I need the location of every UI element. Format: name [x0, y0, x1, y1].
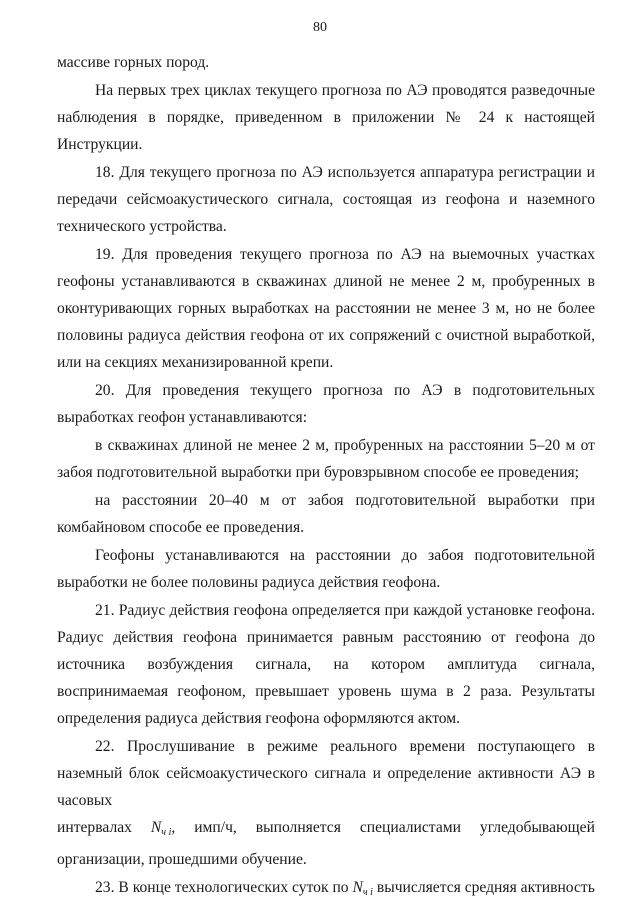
paragraph-23: 23. В конце технологических суток по $N_{ч i}$ вычисляется средняя активность — [95, 879, 595, 898]
word-performed: выполняется — [255, 819, 341, 836]
paragraph-20: 20. Для проведения текущего прогноза по АЭ в подготовительных выработках геофон устанавливаются: — [57, 382, 595, 426]
paragraph-18: 18. Для текущего прогноза по АЭ используется аппаратура регистрации и передачи сейсмоакустического сигнала, состоящая из геофона и наземного технического устройства. — [57, 164, 595, 235]
word-intervals: интервалах — [57, 819, 132, 836]
body-text — [57, 49, 595, 907]
paragraph-19: 19. Для проведения текущего прогноза по АЭ на выемочных участках геофоны устанавливаются в скважинах длиной не менее 2 м, пробуренных в оконтуривающих горных выработках на расстоянии не менее 3 м, но не более половины радиуса действия геофона от их сопряжений с очистной выработкой, или на секциях механизированной крепи. — [57, 246, 595, 371]
word-specialists: специалистами — [359, 819, 461, 836]
paragraph-continuation: массиве горных пород. — [57, 54, 210, 71]
paragraph-22: 22. Прослушивание в режиме реального времени поступающего в наземный блок сейсмоакустического сигнала и определение активности АЭ в часовых — [57, 738, 595, 809]
word-coal-mining: угледобывающей — [479, 819, 595, 836]
paragraph-exploratory-observations: На первых трех циклах текущего прогноза по АЭ проводятся разведочные наблюдения в порядке, приведенном в приложении № 24 к настоящей Инструкции. — [57, 82, 595, 153]
word-unit: имп/ч, — [194, 819, 237, 836]
paragraph-22-end: организации, прошедшими обучение. — [57, 851, 307, 868]
paragraph-20-drilling: в скважинах длиной не менее 2 м, пробуренных на расстоянии 5–20 м от забоя подготовительной выработки при буровзрывном способе ее проведения; — [57, 437, 595, 481]
paragraph-20-combine: на расстоянии 20–40 м от забоя подготовительной выработки при комбайновом способе ее проведения. — [57, 492, 595, 536]
formula-n-ch-i: $N_{ч i}$, — [150, 819, 176, 838]
paragraph-22-line — [57, 814, 595, 846]
paragraph-21: 21. Радиус действия геофона определяется при каждой установке геофона. Радиус действия геофона принимается равным расстоянию от геофона до источника возбуждения сигнала, на котором амплитуда сигнала, воспринимаемая геофоном, превышает уровень шума в 2 раза. Результаты определения радиуса действия геофона оформляются актом. — [57, 602, 595, 727]
page-number: 80 — [313, 20, 327, 35]
paragraph-geophone-distance: Геофоны устанавливаются на расстоянии до забоя подготовительной выработки не более половины радиуса действия геофона. — [57, 547, 595, 591]
